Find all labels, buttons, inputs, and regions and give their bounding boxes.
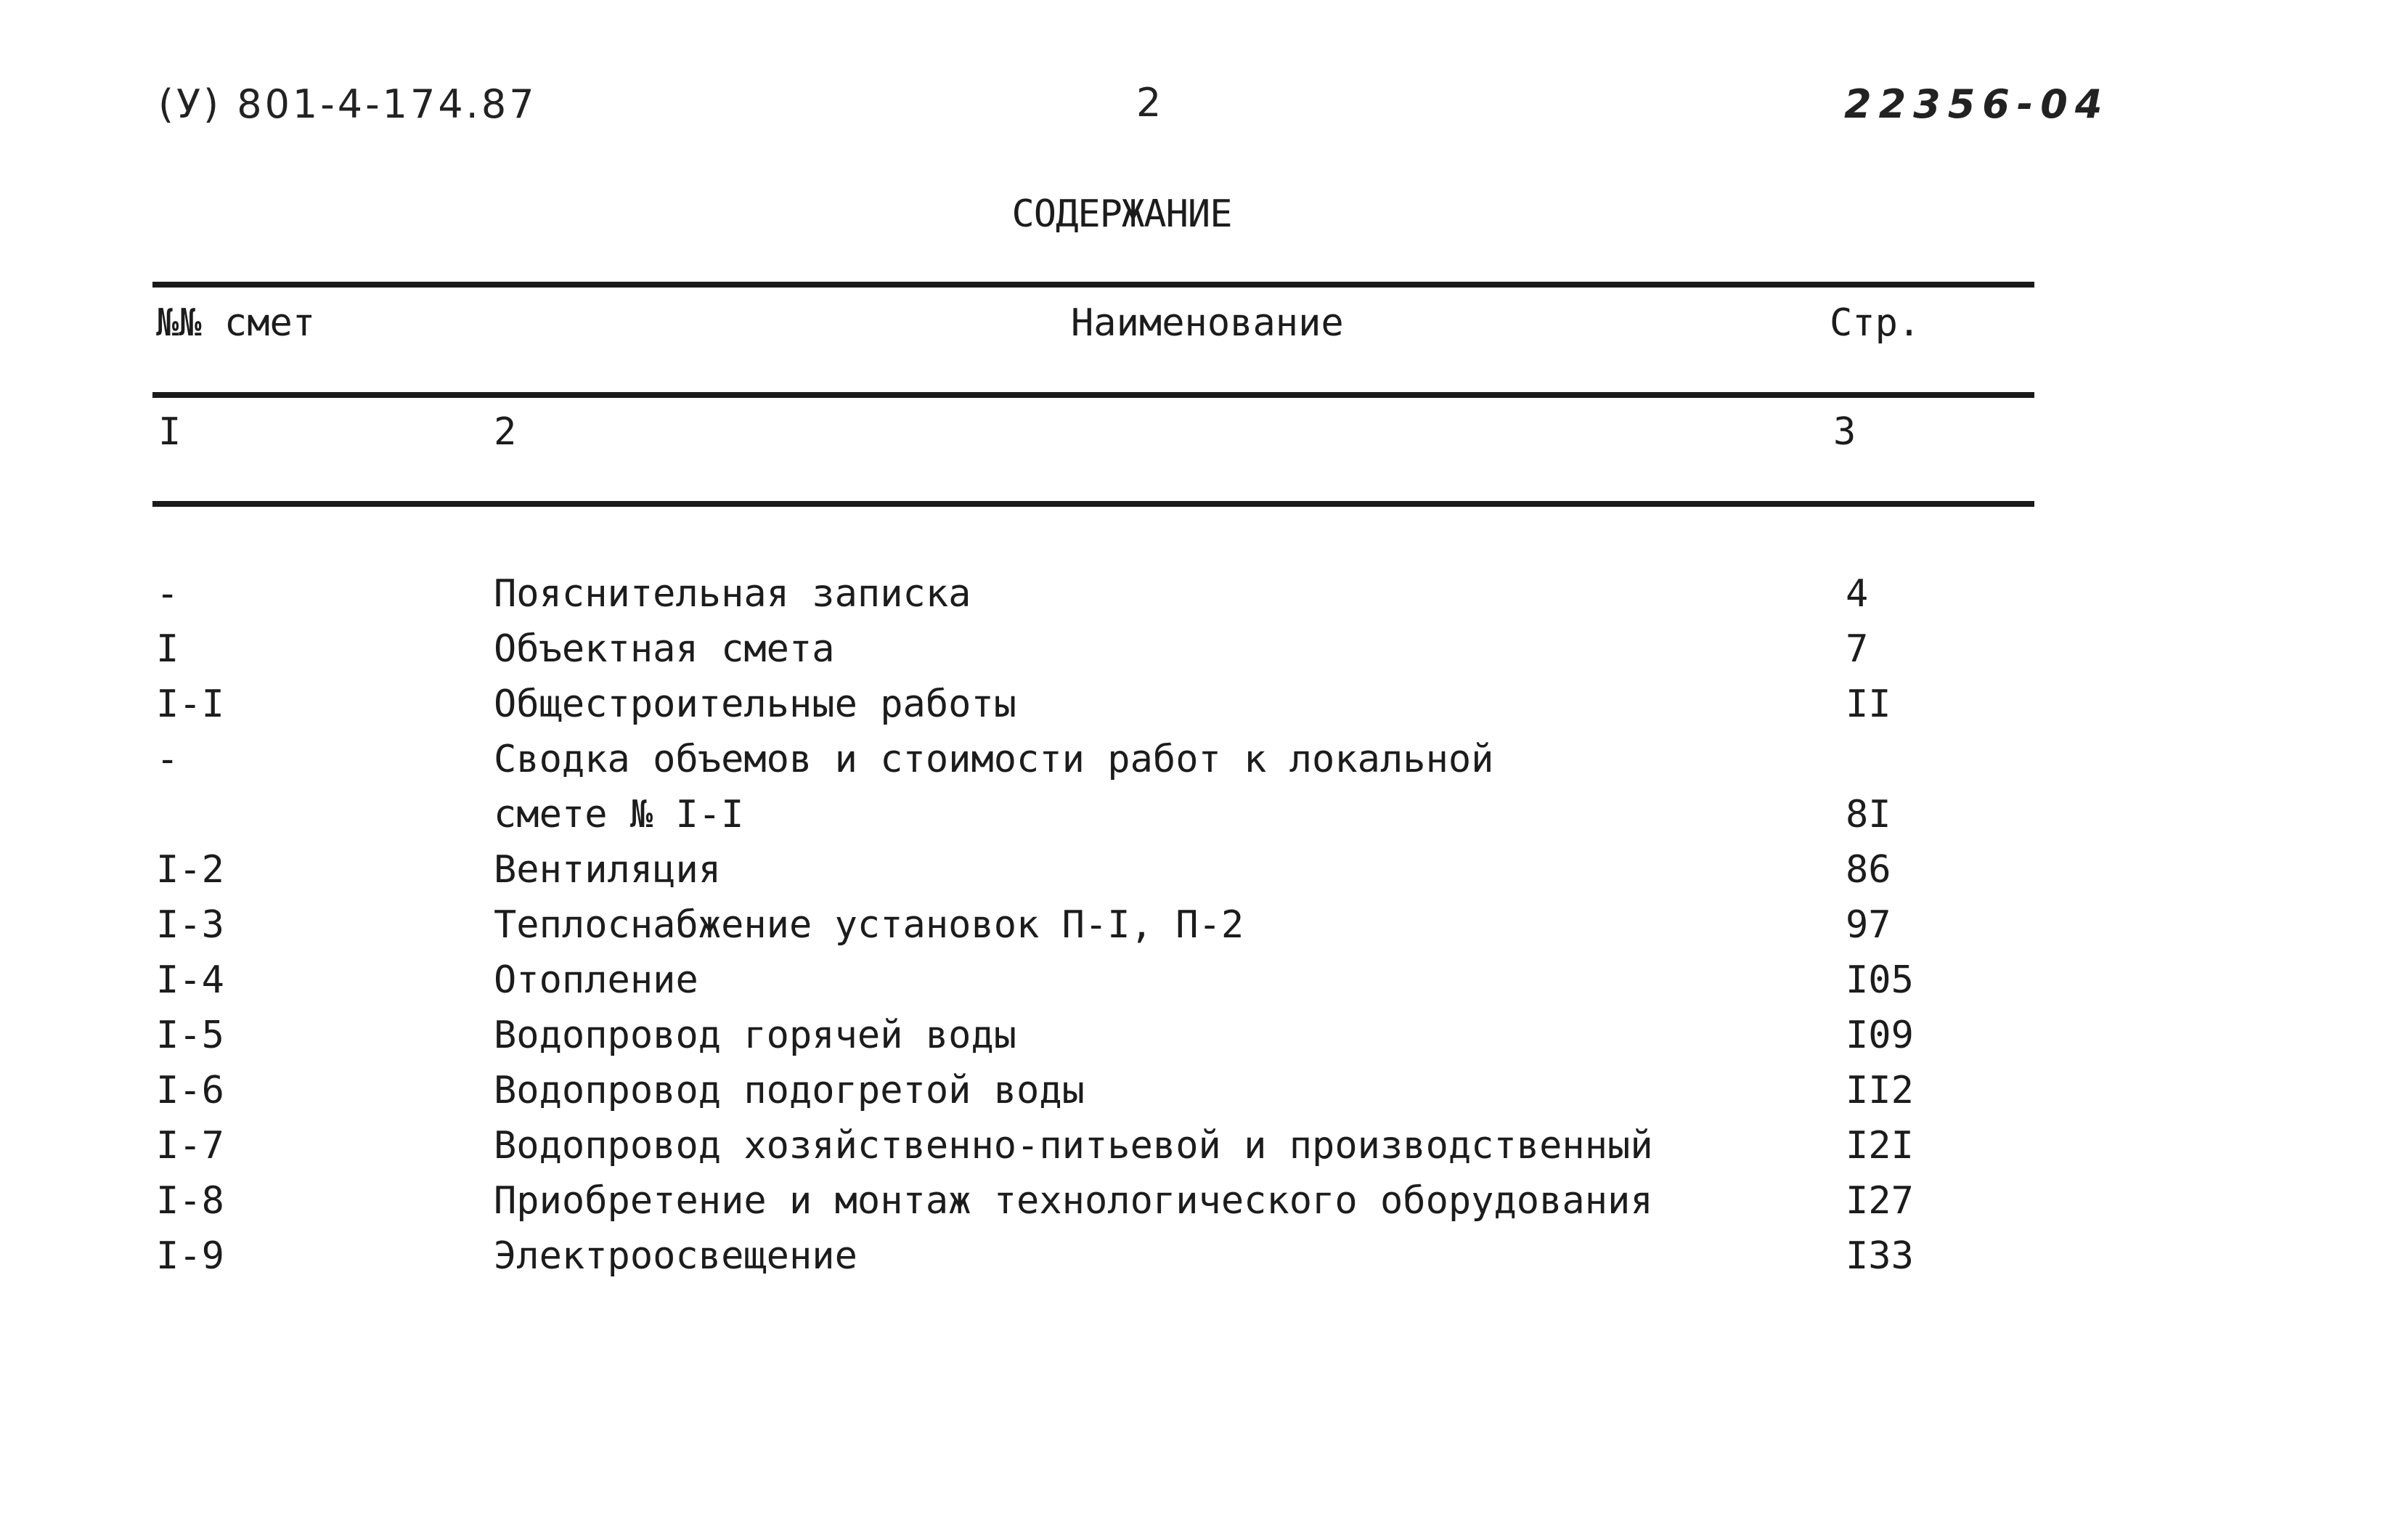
column-header-estimate-number: №№ смет [156, 301, 316, 345]
entry-page: I05 [1846, 958, 1914, 1002]
entry-page: I33 [1846, 1234, 1914, 1278]
contents-row [156, 1063, 2044, 1118]
contents-list [156, 566, 2044, 1284]
page-number: 2 [1136, 80, 1165, 126]
contents-row [156, 677, 2044, 732]
entry-page: 8I [1846, 793, 1891, 836]
column-index-2: 2 [494, 410, 517, 454]
entry-page: 97 [1846, 903, 1891, 947]
entry-name: Теплоснабжение установок П-I, П-2 [494, 903, 1244, 947]
estimate-number: I-3 [156, 903, 224, 947]
page-title: СОДЕРЖАНИЕ [1011, 192, 1232, 236]
document-code: (У) 801-4-174.87 [158, 81, 537, 127]
estimate-number: I-8 [156, 1179, 224, 1223]
entry-page: I09 [1846, 1014, 1914, 1057]
entry-name: Приобретение и монтаж технологического оборудования [494, 1179, 1653, 1223]
contents-row [156, 732, 2044, 842]
entry-name: Водопровод подогретой воды [494, 1069, 1085, 1112]
estimate-number: I-4 [156, 958, 224, 1002]
entry-name: Пояснительная записка [494, 572, 971, 616]
entry-page: 4 [1846, 572, 1869, 616]
column-header-page: Стр. [1830, 301, 1921, 345]
entry-page: 7 [1846, 627, 1869, 671]
entry-page: II [1846, 683, 1891, 726]
table-body-rule [152, 501, 2034, 507]
estimate-number: I-5 [156, 1014, 224, 1057]
entry-page: 86 [1846, 848, 1891, 892]
entry-name: Общестроительные работы [494, 683, 1017, 726]
estimate-number: I-I [156, 683, 224, 726]
column-index-3: 3 [1833, 410, 1856, 454]
entry-page: I2I [1846, 1124, 1914, 1168]
entry-name: Объектная смета [494, 627, 835, 671]
entry-name: Электроосвещение [494, 1234, 857, 1278]
contents-row [156, 897, 2044, 953]
column-header-name: Наименование [1071, 301, 1344, 345]
contents-row [156, 1118, 2044, 1173]
contents-row [156, 566, 2044, 622]
contents-row [156, 842, 2044, 897]
contents-row [156, 1008, 2044, 1063]
estimate-number: I-9 [156, 1234, 224, 1278]
entry-name: Отопление [494, 958, 698, 1002]
entry-name: Водопровод горячей воды [494, 1014, 1017, 1057]
contents-row [156, 1173, 2044, 1229]
contents-row [156, 953, 2044, 1008]
estimate-number: I-6 [156, 1069, 224, 1112]
table-top-rule [152, 282, 2034, 288]
entry-name: Сводка объемов и стоимости работ к локальной смете № I-I [494, 738, 1494, 836]
entry-name: Водопровод хозяйственно-питьевой и производственный [494, 1124, 1653, 1168]
column-index-1: I [158, 410, 182, 454]
archive-number: 22356-04 [1844, 81, 2110, 127]
estimate-number: - [156, 738, 179, 781]
contents-row [156, 1229, 2044, 1284]
entry-page: I27 [1846, 1179, 1914, 1223]
entry-page: II2 [1846, 1069, 1914, 1112]
contents-row [156, 622, 2044, 677]
estimate-number: I [156, 627, 179, 671]
entry-name: Вентиляция [494, 848, 722, 892]
header-divider-rule [152, 392, 2034, 398]
estimate-number: I-7 [156, 1124, 224, 1168]
estimate-number: - [156, 572, 179, 616]
estimate-number: I-2 [156, 848, 224, 892]
